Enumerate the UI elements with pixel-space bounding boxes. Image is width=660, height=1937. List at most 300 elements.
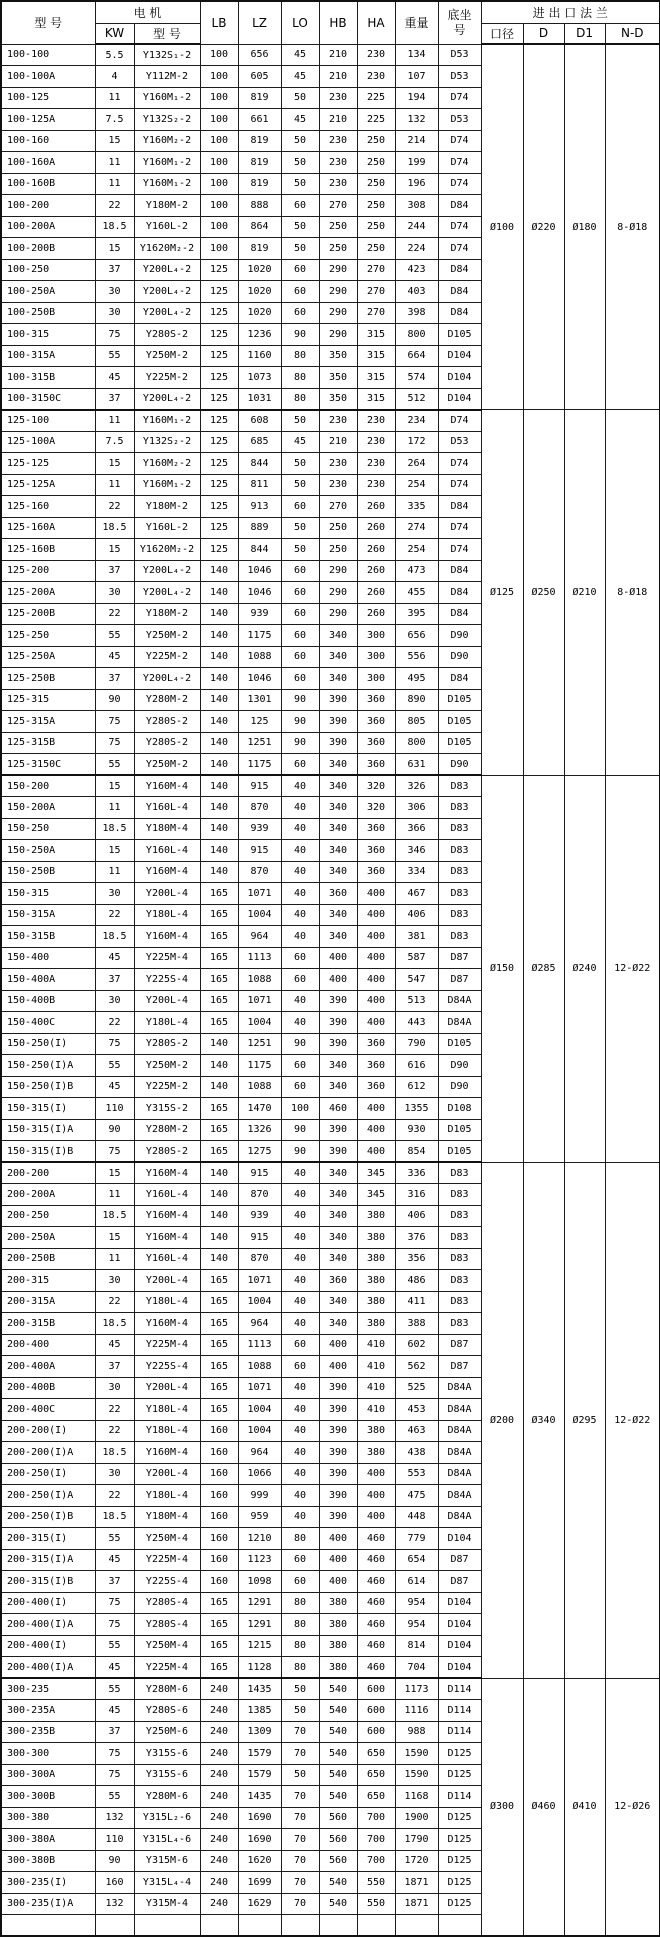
cell-ha: 460 (357, 1571, 395, 1593)
cell-motor-model (134, 1915, 200, 1937)
cell-lz: 964 (238, 1313, 281, 1335)
cell-lo: 50 (281, 1764, 319, 1786)
cell-weight: 254 (395, 474, 438, 496)
cell-lz: 685 (238, 431, 281, 453)
cell-ha: 315 (357, 367, 395, 389)
cell-lo: 60 (281, 1549, 319, 1571)
cell-lz: 1073 (238, 367, 281, 389)
cell-flange-bore: Ø125 (481, 410, 523, 776)
cell-ha: 410 (357, 1399, 395, 1421)
cell-lb: 240 (200, 1678, 238, 1700)
cell-motor-model: Y315L₄-6 (134, 1829, 200, 1851)
cell-hb: 290 (319, 324, 357, 346)
cell-ha: 400 (357, 1119, 395, 1141)
cell-weight: 395 (395, 603, 438, 625)
header-lb: LB (200, 1, 238, 44)
cell-weight: 1590 (395, 1764, 438, 1786)
cell-hb: 390 (319, 1012, 357, 1034)
header-motor-model: 型 号 (134, 23, 200, 44)
cell-lo: 40 (281, 1205, 319, 1227)
cell-kw: 5.5 (95, 44, 134, 66)
cell-ha: 260 (357, 517, 395, 539)
cell-hb: 340 (319, 1291, 357, 1313)
cell-motor-model: Y160L-4 (134, 1184, 200, 1206)
header-flange-bore: 口径 (481, 23, 523, 44)
cell-lb: 100 (200, 238, 238, 260)
cell-ha: 315 (357, 324, 395, 346)
cell-base-no: D105 (438, 324, 481, 346)
cell-model: 125-200A (1, 582, 95, 604)
cell-ha: 460 (357, 1528, 395, 1550)
cell-motor-model: Y160M-4 (134, 926, 200, 948)
cell-lz: 1301 (238, 689, 281, 711)
cell-lz: 1699 (238, 1872, 281, 1894)
cell-weight: 406 (395, 904, 438, 926)
cell-lo: 80 (281, 1614, 319, 1636)
cell-kw: 18.5 (95, 926, 134, 948)
cell-base-no: D104 (438, 1614, 481, 1636)
cell-weight: 930 (395, 1119, 438, 1141)
cell-kw: 22 (95, 195, 134, 217)
cell-motor-model: Y160M-4 (134, 1205, 200, 1227)
cell-weight: 366 (395, 818, 438, 840)
cell-lo: 50 (281, 539, 319, 561)
cell-flange-nd: 12-Ø26 (605, 1678, 660, 1936)
cell-lb: 140 (200, 603, 238, 625)
cell-motor-model: Y250M-4 (134, 1635, 200, 1657)
cell-lb: 140 (200, 646, 238, 668)
cell-ha: 380 (357, 1227, 395, 1249)
header-base-no-text: 底坐 号 (447, 7, 472, 37)
cell-motor-model: Y180M-4 (134, 818, 200, 840)
cell-hb: 250 (319, 216, 357, 238)
cell-weight: 954 (395, 1592, 438, 1614)
cell-ha: 250 (357, 195, 395, 217)
cell-weight: 254 (395, 539, 438, 561)
cell-hb: 250 (319, 517, 357, 539)
cell-base-no: D114 (438, 1721, 481, 1743)
cell-lb: 240 (200, 1872, 238, 1894)
cell-lb: 165 (200, 1635, 238, 1657)
cell-model: 125-250A (1, 646, 95, 668)
cell-base-no: D74 (438, 539, 481, 561)
cell-model: 150-250(I)B (1, 1076, 95, 1098)
cell-ha: 360 (357, 711, 395, 733)
cell-hb: 210 (319, 431, 357, 453)
cell-lb: 140 (200, 582, 238, 604)
cell-kw: 22 (95, 1399, 134, 1421)
cell-base-no: D74 (438, 238, 481, 260)
cell-flange-d1: Ø295 (564, 1162, 605, 1678)
cell-lz: 889 (238, 517, 281, 539)
cell-lb: 240 (200, 1764, 238, 1786)
cell-base-no: D84 (438, 496, 481, 518)
cell-base-no: D90 (438, 1076, 481, 1098)
cell-motor-model: Y225M-4 (134, 1549, 200, 1571)
cell-lb: 140 (200, 1055, 238, 1077)
cell-hb: 400 (319, 1571, 357, 1593)
cell-lz: 1128 (238, 1657, 281, 1679)
cell-motor-model: Y225M-4 (134, 947, 200, 969)
cell-weight: 790 (395, 1033, 438, 1055)
cell-model: 200-315A (1, 1291, 95, 1313)
cell-lo: 60 (281, 1571, 319, 1593)
cell-lo: 50 (281, 410, 319, 432)
cell-kw: 22 (95, 904, 134, 926)
cell-lb: 140 (200, 689, 238, 711)
cell-base-no: D104 (438, 345, 481, 367)
cell-base-no: D83 (438, 1184, 481, 1206)
cell-lo: 40 (281, 1463, 319, 1485)
cell-lo: 70 (281, 1850, 319, 1872)
cell-lb: 140 (200, 797, 238, 819)
cell-lb: 165 (200, 926, 238, 948)
cell-motor-model: Y315L₄-4 (134, 1872, 200, 1894)
cell-ha: 230 (357, 66, 395, 88)
cell-kw: 55 (95, 1635, 134, 1657)
cell-flange-d1: Ø180 (564, 44, 605, 410)
cell-kw: 7.5 (95, 431, 134, 453)
cell-lb: 140 (200, 1205, 238, 1227)
cell-lo: 50 (281, 87, 319, 109)
cell-ha: 410 (357, 1356, 395, 1378)
cell-hb: 400 (319, 1334, 357, 1356)
cell-kw: 22 (95, 1420, 134, 1442)
cell-lo: 60 (281, 582, 319, 604)
cell-lz: 1326 (238, 1119, 281, 1141)
cell-hb: 400 (319, 1356, 357, 1378)
cell-kw: 11 (95, 87, 134, 109)
header-ha: HA (357, 1, 395, 44)
cell-lb: 140 (200, 1033, 238, 1055)
cell-motor-model: Y200L₄-2 (134, 259, 200, 281)
cell-motor-model: Y225M-2 (134, 1076, 200, 1098)
cell-weight: 602 (395, 1334, 438, 1356)
header-lz: LZ (238, 1, 281, 44)
cell-lb: 140 (200, 754, 238, 776)
cell-weight (395, 1915, 438, 1937)
cell-motor-model: Y225M-4 (134, 1657, 200, 1679)
cell-motor-model: Y132S₂-2 (134, 431, 200, 453)
cell-model: 200-200(I)A (1, 1442, 95, 1464)
cell-lo: 60 (281, 560, 319, 582)
cell-motor-model: Y160M₂-2 (134, 453, 200, 475)
header-model: 型 号 (1, 1, 95, 44)
cell-model: 150-315(I)B (1, 1141, 95, 1163)
cell-weight: 326 (395, 775, 438, 797)
cell-base-no: D84A (438, 1377, 481, 1399)
cell-ha: 360 (357, 818, 395, 840)
cell-kw: 75 (95, 1141, 134, 1163)
cell-motor-model: Y200L₄-2 (134, 388, 200, 410)
cell-lo: 40 (281, 818, 319, 840)
cell-kw: 4 (95, 66, 134, 88)
cell-base-no: D84 (438, 259, 481, 281)
cell-motor-model: Y250M-4 (134, 1528, 200, 1550)
cell-lb: 165 (200, 904, 238, 926)
cell-base-no: D104 (438, 367, 481, 389)
cell-motor-model: Y160L-4 (134, 1248, 200, 1270)
cell-lb: 125 (200, 474, 238, 496)
cell-ha: 270 (357, 259, 395, 281)
cell-lo: 60 (281, 1055, 319, 1077)
cell-weight: 199 (395, 152, 438, 174)
cell-lb: 125 (200, 367, 238, 389)
cell-ha: 380 (357, 1248, 395, 1270)
cell-kw: 30 (95, 281, 134, 303)
cell-lo: 45 (281, 44, 319, 66)
cell-motor-model: Y250M-2 (134, 754, 200, 776)
cell-hb: 290 (319, 281, 357, 303)
cell-hb: 400 (319, 947, 357, 969)
cell-hb: 290 (319, 603, 357, 625)
cell-lz: 939 (238, 1205, 281, 1227)
cell-lz: 1046 (238, 560, 281, 582)
cell-kw: 15 (95, 1227, 134, 1249)
cell-lo: 40 (281, 883, 319, 905)
cell-lz: 819 (238, 173, 281, 195)
cell-lb: 125 (200, 345, 238, 367)
cell-motor-model: Y180L-4 (134, 1420, 200, 1442)
cell-base-no: D74 (438, 216, 481, 238)
cell-model: 100-315 (1, 324, 95, 346)
cell-ha: 460 (357, 1549, 395, 1571)
cell-lo: 45 (281, 66, 319, 88)
cell-base-no: D74 (438, 410, 481, 432)
cell-ha: 400 (357, 1506, 395, 1528)
cell-model: 200-400(I)A (1, 1657, 95, 1679)
cell-hb: 340 (319, 840, 357, 862)
cell-lb: 140 (200, 711, 238, 733)
cell-motor-model: Y180M-2 (134, 195, 200, 217)
cell-flange-nd: 12-Ø22 (605, 1162, 660, 1678)
cell-lz: 870 (238, 861, 281, 883)
cell-base-no: D83 (438, 1270, 481, 1292)
cell-ha: 270 (357, 281, 395, 303)
cell-weight: 562 (395, 1356, 438, 1378)
cell-ha: 410 (357, 1377, 395, 1399)
cell-lb: 140 (200, 861, 238, 883)
cell-ha: 230 (357, 431, 395, 453)
cell-model: 200-200 (1, 1162, 95, 1184)
cell-lb: 165 (200, 1313, 238, 1335)
cell-kw: 90 (95, 1850, 134, 1872)
cell-lo: 90 (281, 732, 319, 754)
cell-lz: 915 (238, 840, 281, 862)
cell-model: 150-250(I) (1, 1033, 95, 1055)
cell-lo: 40 (281, 1313, 319, 1335)
cell-lz: 811 (238, 474, 281, 496)
cell-base-no: D125 (438, 1743, 481, 1765)
cell-model: 150-400C (1, 1012, 95, 1034)
cell-hb: 390 (319, 1506, 357, 1528)
cell-lz: 844 (238, 453, 281, 475)
cell-weight: 800 (395, 324, 438, 346)
cell-base-no: D74 (438, 173, 481, 195)
cell-model: 150-250B (1, 861, 95, 883)
cell-lb: 100 (200, 195, 238, 217)
cell-model (1, 1915, 95, 1937)
cell-weight: 988 (395, 1721, 438, 1743)
cell-lz: 1275 (238, 1141, 281, 1163)
cell-ha: 650 (357, 1786, 395, 1808)
cell-lo: 50 (281, 238, 319, 260)
cell-kw: 11 (95, 410, 134, 432)
cell-hb: 250 (319, 539, 357, 561)
cell-model: 200-400(I) (1, 1592, 95, 1614)
cell-lb: 240 (200, 1893, 238, 1915)
cell-ha: 320 (357, 797, 395, 819)
cell-base-no: D104 (438, 1528, 481, 1550)
cell-lb: 140 (200, 625, 238, 647)
cell-weight: 1871 (395, 1872, 438, 1894)
cell-kw: 18.5 (95, 818, 134, 840)
cell-lo: 40 (281, 1012, 319, 1034)
cell-motor-model: Y180L-4 (134, 1012, 200, 1034)
cell-kw: 90 (95, 1119, 134, 1141)
cell-motor-model: Y180M-2 (134, 603, 200, 625)
cell-kw: 55 (95, 1678, 134, 1700)
cell-model: 125-315A (1, 711, 95, 733)
cell-model: 100-315A (1, 345, 95, 367)
cell-kw: 110 (95, 1098, 134, 1120)
cell-lb: 240 (200, 1850, 238, 1872)
cell-lb: 140 (200, 1162, 238, 1184)
cell-hb: 340 (319, 1076, 357, 1098)
cell-kw: 37 (95, 388, 134, 410)
cell-weight: 274 (395, 517, 438, 539)
cell-lb: 165 (200, 1399, 238, 1421)
cell-lo: 50 (281, 1678, 319, 1700)
cell-base-no: D87 (438, 1549, 481, 1571)
cell-lz: 1291 (238, 1592, 281, 1614)
cell-ha: 380 (357, 1442, 395, 1464)
cell-lb: 165 (200, 969, 238, 991)
cell-kw: 30 (95, 1270, 134, 1292)
cell-lo: 50 (281, 152, 319, 174)
cell-weight: 814 (395, 1635, 438, 1657)
cell-flange-d1: Ø410 (564, 1678, 605, 1936)
cell-weight: 854 (395, 1141, 438, 1163)
cell-motor-model: Y280M-6 (134, 1786, 200, 1808)
cell-motor-model: Y132S₁-2 (134, 44, 200, 66)
cell-base-no: D87 (438, 947, 481, 969)
cell-hb: 230 (319, 453, 357, 475)
cell-lz: 1579 (238, 1743, 281, 1765)
cell-base-no: D90 (438, 646, 481, 668)
cell-model: 125-100A (1, 431, 95, 453)
cell-lo: 70 (281, 1872, 319, 1894)
cell-weight: 455 (395, 582, 438, 604)
cell-lo: 50 (281, 173, 319, 195)
cell-kw: 11 (95, 173, 134, 195)
cell-weight: 194 (395, 87, 438, 109)
cell-kw: 30 (95, 990, 134, 1012)
cell-weight: 1355 (395, 1098, 438, 1120)
cell-hb: 540 (319, 1743, 357, 1765)
cell-flange-d1: Ø240 (564, 775, 605, 1162)
cell-weight: 443 (395, 1012, 438, 1034)
cell-hb: 390 (319, 1141, 357, 1163)
cell-ha: 400 (357, 926, 395, 948)
cell-model: 200-250 (1, 1205, 95, 1227)
cell-kw: 45 (95, 367, 134, 389)
cell-hb: 210 (319, 109, 357, 131)
cell-hb: 230 (319, 87, 357, 109)
cell-lz: 1020 (238, 259, 281, 281)
cell-hb: 540 (319, 1721, 357, 1743)
cell-base-no: D84 (438, 668, 481, 690)
cell-kw: 30 (95, 302, 134, 324)
cell-model: 200-250B (1, 1248, 95, 1270)
cell-lb: 125 (200, 388, 238, 410)
cell-motor-model: Y250M-2 (134, 1055, 200, 1077)
cell-model: 100-200 (1, 195, 95, 217)
cell-hb: 390 (319, 990, 357, 1012)
cell-kw: 22 (95, 603, 134, 625)
cell-model: 150-200 (1, 775, 95, 797)
cell-lz: 1020 (238, 302, 281, 324)
cell-base-no (438, 1915, 481, 1937)
cell-kw: 55 (95, 754, 134, 776)
cell-lo: 40 (281, 1485, 319, 1507)
cell-lo: 60 (281, 603, 319, 625)
cell-hb: 560 (319, 1807, 357, 1829)
cell-lz: 959 (238, 1506, 281, 1528)
cell-ha: 360 (357, 1055, 395, 1077)
cell-motor-model: Y180L-4 (134, 1485, 200, 1507)
cell-hb: 270 (319, 496, 357, 518)
cell-lo: 40 (281, 926, 319, 948)
cell-weight: 264 (395, 453, 438, 475)
cell-hb: 340 (319, 1227, 357, 1249)
cell-lo: 40 (281, 797, 319, 819)
cell-lb: 165 (200, 1356, 238, 1378)
cell-motor-model: Y200L₄-2 (134, 582, 200, 604)
header-motor: 电 机 (95, 1, 200, 23)
cell-lb: 125 (200, 431, 238, 453)
cell-kw: 18.5 (95, 1205, 134, 1227)
cell-lb: 165 (200, 1270, 238, 1292)
cell-kw: 55 (95, 625, 134, 647)
cell-ha: 320 (357, 775, 395, 797)
cell-lb: 125 (200, 259, 238, 281)
cell-hb: 390 (319, 1442, 357, 1464)
cell-weight: 475 (395, 1485, 438, 1507)
cell-motor-model: Y315L₂-6 (134, 1807, 200, 1829)
cell-model: 150-250A (1, 840, 95, 862)
cell-model: 100-200B (1, 238, 95, 260)
cell-lz: 1579 (238, 1764, 281, 1786)
table-row (1, 44, 660, 66)
cell-hb: 350 (319, 367, 357, 389)
cell-lo: 90 (281, 324, 319, 346)
cell-ha: 400 (357, 947, 395, 969)
cell-lz: 1309 (238, 1721, 281, 1743)
cell-hb: 380 (319, 1614, 357, 1636)
cell-motor-model: Y180M-2 (134, 496, 200, 518)
cell-model: 150-315(I) (1, 1098, 95, 1120)
header-flange: 进 出 口 法 兰 (481, 1, 660, 23)
cell-model: 100-100A (1, 66, 95, 88)
cell-kw: 15 (95, 453, 134, 475)
cell-kw: 37 (95, 1571, 134, 1593)
cell-ha: 360 (357, 861, 395, 883)
cell-ha (357, 1915, 395, 1937)
cell-lb: 160 (200, 1528, 238, 1550)
cell-weight: 556 (395, 646, 438, 668)
cell-weight: 132 (395, 109, 438, 131)
